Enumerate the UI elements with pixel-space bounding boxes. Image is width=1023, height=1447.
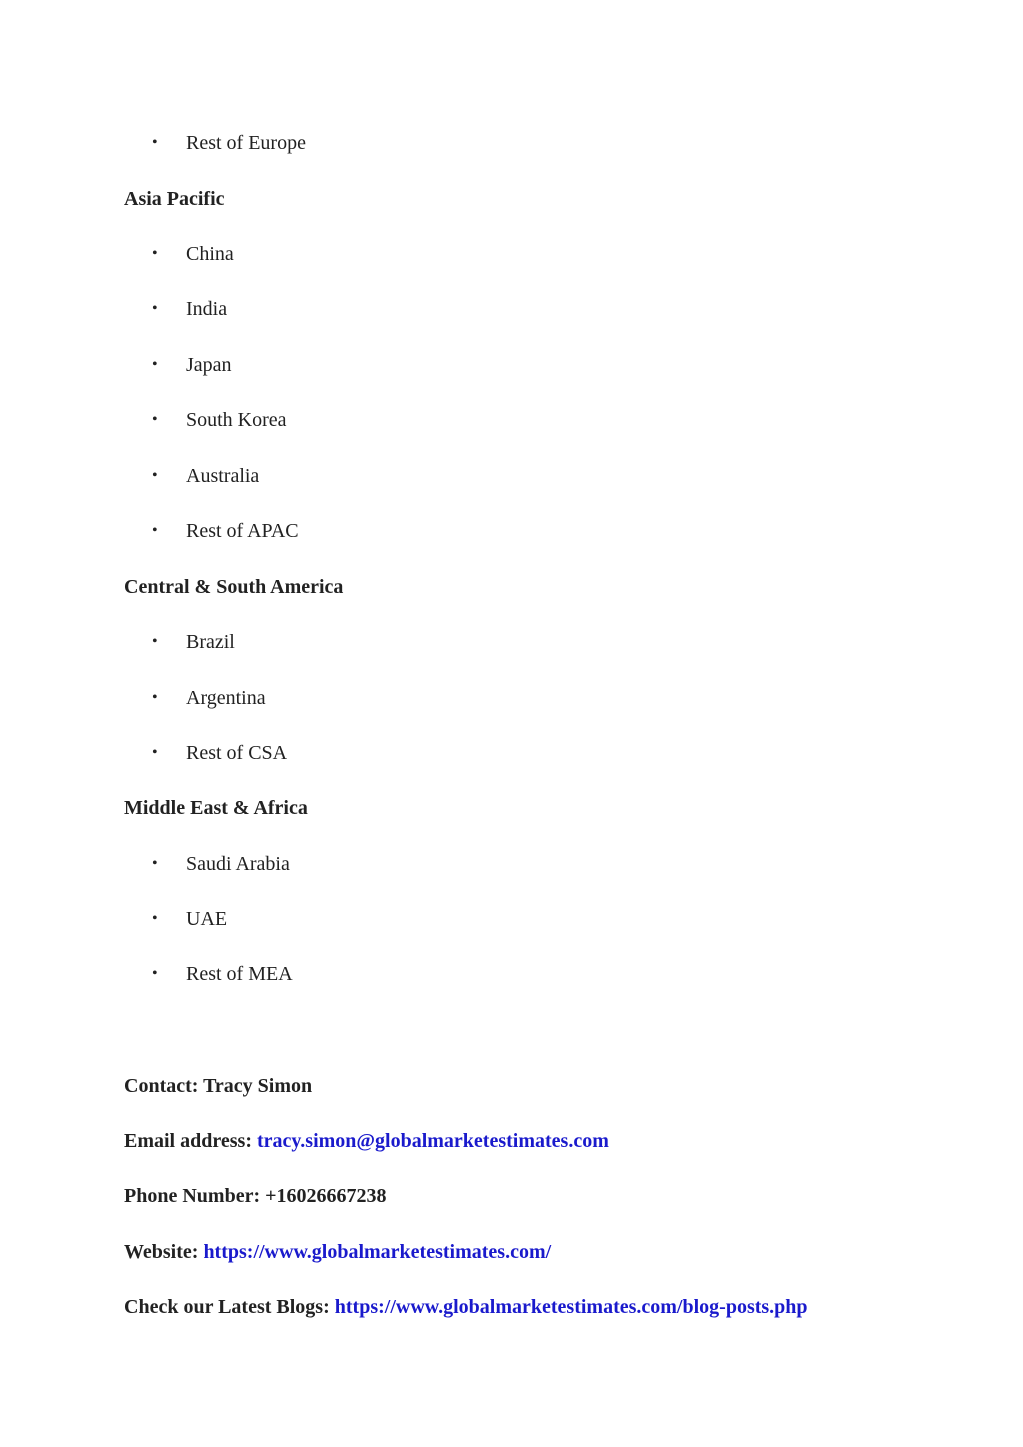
list-item-argentina (152, 686, 266, 710)
list-item-label: Australia (186, 465, 260, 487)
list-item-label: South Korea (186, 409, 287, 431)
list-item-uae (152, 907, 227, 931)
list-item-south-korea (152, 408, 287, 432)
list-item-label: Brazil (186, 631, 235, 653)
blogs-link[interactable]: https://www.globalmarketestimates.com/blog-posts.php (334, 1296, 808, 1318)
list-item-label: China (186, 243, 234, 265)
blogs-label: Check our Latest Blogs: (124, 1296, 335, 1318)
contact-name: Contact: Tracy Simon (124, 1075, 313, 1097)
contact-website (124, 1240, 551, 1264)
bullet-icon: • (152, 855, 158, 872)
bullet-icon: • (152, 522, 158, 539)
list-item-australia (152, 464, 259, 488)
bullet-icon: • (152, 467, 158, 484)
email-link[interactable]: tracy.simon@globalmarketestimates.com (256, 1130, 609, 1152)
bullet-icon: • (152, 300, 158, 317)
contact-email (124, 1129, 609, 1153)
list-item-rest-of-europe (152, 131, 306, 155)
website-link[interactable]: https://www.globalmarketestimates.com/ (203, 1241, 552, 1263)
email-label: Email address: (124, 1130, 257, 1152)
list-item-rest-of-mea (152, 962, 293, 986)
list-item-india (152, 297, 227, 321)
list-item-label: UAE (186, 908, 228, 930)
list-item-japan (152, 353, 232, 377)
list-item-label: Rest of CSA (186, 742, 288, 764)
section-heading-middle-east-africa: Middle East & Africa (124, 797, 308, 819)
list-item-china (152, 242, 234, 266)
list-item-brazil (152, 630, 235, 654)
website-label: Website: (124, 1241, 204, 1263)
list-item-label: Rest of MEA (186, 963, 293, 985)
bullet-icon: • (152, 910, 158, 927)
list-item-rest-of-csa (152, 741, 287, 765)
list-item-label: India (186, 298, 228, 320)
list-item-label: Rest of APAC (186, 520, 299, 542)
bullet-icon: • (152, 633, 158, 650)
list-item-label: Saudi Arabia (186, 853, 290, 875)
section-heading-asia-pacific: Asia Pacific (124, 188, 225, 210)
bullet-icon: • (152, 245, 158, 262)
contact-phone: Phone Number: +16026667238 (124, 1185, 387, 1207)
list-item-rest-of-apac (152, 519, 299, 543)
list-item-label: Japan (186, 354, 232, 376)
list-item-saudi-arabia (152, 852, 290, 876)
bullet-icon: • (152, 744, 158, 761)
bullet-icon: • (152, 411, 158, 428)
bullet-icon: • (152, 134, 158, 151)
list-item-label: Rest of Europe (186, 132, 306, 154)
list-item-label: Argentina (186, 687, 266, 709)
bullet-icon: • (152, 689, 158, 706)
contact-blogs (124, 1295, 808, 1319)
bullet-icon: • (152, 356, 158, 373)
bullet-icon: • (152, 965, 158, 982)
section-heading-central-south-america: Central & South America (124, 576, 344, 598)
